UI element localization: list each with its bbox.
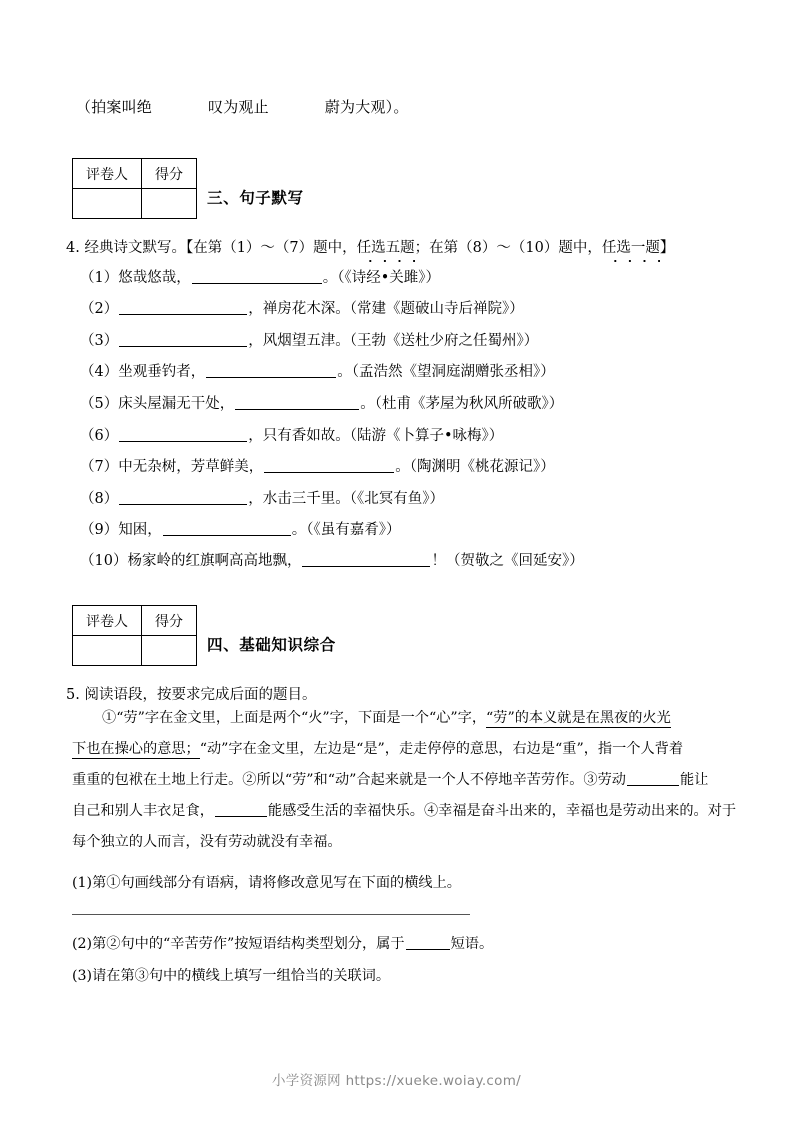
- passage-line5-plain: 每个独立的人而言，没有劳动就没有幸福。: [72, 834, 342, 850]
- fill-blank-item-7: [80, 455, 555, 476]
- item-text-before: 坐观垂钓者，: [118, 364, 206, 380]
- item-label: （4）: [80, 364, 119, 380]
- top-phrase-part2: 叹为观止: [208, 98, 269, 116]
- item-label: （10）: [80, 553, 128, 569]
- score-value-cell[interactable]: [142, 636, 197, 666]
- score-header-cell: 得分: [142, 606, 197, 636]
- sub-question-1: [72, 872, 461, 892]
- sub-question-3: [72, 965, 390, 985]
- sub-question-1-label: (1): [72, 875, 93, 891]
- fill-blank-item-4: [80, 360, 555, 381]
- item-text-after: 。（杜甫《茅屋为秋风所破歌》）: [360, 396, 564, 412]
- footer-watermark: 小学资源网 https://xueke.woiay.com/: [271, 1073, 522, 1089]
- passage-line-2: [72, 739, 722, 770]
- answer-blank[interactable]: [119, 332, 247, 347]
- answer-blank[interactable]: [119, 427, 247, 442]
- answer-write-line[interactable]: [72, 914, 470, 915]
- item-label: （7）: [80, 459, 119, 475]
- table-row: [73, 189, 197, 219]
- section-three-title: 三、句子默写: [207, 188, 304, 207]
- grader-header-cell: 评卷人: [73, 606, 142, 636]
- answer-blank[interactable]: [119, 300, 247, 315]
- item-text-after: ！（贺敬之《回延安》）: [431, 553, 584, 569]
- question-4-emphasis-a: 任选五题: [357, 236, 415, 257]
- item-text-after: ，禅房花木深。（常建《题破山寺后禅院》）: [248, 301, 524, 317]
- item-text-before: 知困，: [118, 522, 162, 538]
- item-text-before: 中无杂树，芳草鲜美，: [118, 459, 264, 475]
- fill-blank-item-3: [80, 329, 538, 350]
- passage-line3-tail: 能让: [679, 772, 709, 788]
- item-text-after: 。（陶渊明《桃花源记》）: [395, 459, 555, 475]
- item-text-after: ，风烟望五津。（王勃《送杜少府之任蜀州》）: [248, 333, 539, 349]
- answer-blank[interactable]: [302, 552, 430, 567]
- sub-question-2-label: (2): [72, 936, 93, 952]
- item-label: （3）: [80, 333, 119, 349]
- item-label: （6）: [80, 428, 119, 444]
- item-label: （5）: [80, 396, 119, 412]
- item-text-after: 。（孟浩然《望洞庭湖赠张丞相》）: [337, 364, 555, 380]
- top-phrase-part3: 蔚为大观）。: [324, 98, 409, 116]
- sub-question-2: [72, 933, 493, 953]
- passage-line4-plain-a: 自己和别人丰衣足食，: [72, 803, 214, 819]
- passage-line-4: [72, 801, 737, 832]
- item-label: （2）: [80, 301, 119, 317]
- score-table-section-four: [72, 605, 197, 666]
- table-row: [73, 159, 197, 189]
- item-text-before: 杨家岭的红旗啊高高地飘，: [127, 553, 302, 569]
- grader-value-cell[interactable]: [73, 189, 142, 219]
- question-5-number: 5.: [66, 687, 80, 703]
- answer-blank[interactable]: [206, 363, 336, 378]
- score-table-section-three: [72, 158, 197, 219]
- section-four-title: 四、基础知识综合: [207, 635, 336, 654]
- sub-question-2-blank[interactable]: [406, 936, 450, 950]
- top-phrase-part1: （拍案叫绝: [76, 98, 153, 116]
- item-label: （1）: [80, 270, 119, 286]
- question-4-stem-c: 】: [659, 240, 675, 256]
- answer-blank[interactable]: [163, 521, 291, 536]
- item-text-before: 床头屋漏无干处，: [118, 396, 235, 412]
- passage-line2-plain: “动”字在金文里，左边是“是”，走走停停的意思，右边是“重”，指一个人背着: [199, 741, 684, 757]
- passage-line1-plain: ①“劳”字在金文里，上面是两个“火”字，下面是一个“心”字，: [102, 710, 487, 726]
- score-value-cell[interactable]: [142, 189, 197, 219]
- table-row: [73, 636, 197, 666]
- item-text-after: 。（《虽有嘉肴》）: [291, 522, 401, 538]
- item-label: （9）: [80, 522, 119, 538]
- passage-line-5: [72, 832, 722, 863]
- grader-value-cell[interactable]: [73, 636, 142, 666]
- passage-line-1: [72, 708, 722, 739]
- passage-underlined-part1: “劳”的本义就是在黑夜的火光: [486, 710, 671, 726]
- fill-blank-item-2: [80, 297, 524, 318]
- sub-question-1-text: 第①句画线部分有语病，请将修改意见写在下面的横线上。: [92, 875, 461, 891]
- item-text-after: ，只有香如故。（陆游《卜算子•咏梅》）: [248, 428, 504, 444]
- answer-blank[interactable]: [119, 490, 247, 505]
- sub-question-3-label: (3): [72, 968, 93, 984]
- item-text-before: 悠哉悠哉，: [118, 270, 191, 286]
- passage-line3-plain: 重重的包袱在土地上行走。②所以“劳”和“动”合起来就是一个人不停地辛苦劳作。③劳动: [72, 772, 626, 788]
- fill-blank-item-6: [80, 424, 503, 445]
- question-4-emphasis-b: 任选一题: [602, 236, 660, 257]
- sub-question-2-text-a: 第②句中的“辛苦劳作”按短语结构类型划分，属于: [92, 936, 405, 952]
- fill-blank-item-8: [80, 487, 444, 508]
- passage-line-3: [72, 770, 722, 801]
- item-text-after: ，水击三千里。（《北冥有鱼》）: [248, 491, 444, 507]
- sub-question-2-text-b: 短语。: [450, 936, 494, 952]
- question-5-stem: 阅读语段，按要求完成后面的题目。: [84, 687, 317, 703]
- answer-blank[interactable]: [192, 269, 322, 284]
- passage-underlined-part2: 下也在操心的意思；: [72, 741, 200, 757]
- question-5-heading: [66, 683, 316, 704]
- question-4-number: 4.: [66, 240, 80, 256]
- score-header-cell: 得分: [142, 159, 197, 189]
- item-text-after: 。（《诗经•关雎》）: [322, 270, 441, 286]
- fill-blank-item-10: [80, 549, 584, 570]
- fill-blank-item-1: [80, 266, 440, 287]
- fill-blank-item-9: [80, 518, 400, 539]
- passage-inline-blank-1[interactable]: [627, 772, 679, 786]
- top-phrase-line: [76, 100, 409, 116]
- answer-blank[interactable]: [264, 458, 394, 473]
- fill-blank-item-5: [80, 392, 563, 413]
- answer-blank[interactable]: [235, 395, 359, 410]
- item-label: （8）: [80, 491, 119, 507]
- passage-line4-plain-b: 能感受生活的幸福快乐。④幸福是奋斗出来的，幸福也是劳动出来的。对于: [267, 803, 737, 819]
- reading-passage: [72, 708, 737, 863]
- table-row: [73, 606, 197, 636]
- passage-inline-blank-2[interactable]: [215, 803, 267, 817]
- grader-header-cell: 评卷人: [73, 159, 142, 189]
- question-4-heading: [66, 236, 674, 257]
- question-4-stem-a: 经典诗文默写。【在第（1）～（7）题中，: [84, 240, 357, 256]
- question-4-stem-b: ；在第（8）～（10）题中，: [414, 240, 602, 256]
- sub-question-3-text: 请在第③句中的横线上填写一组恰当的关联词。: [92, 968, 391, 984]
